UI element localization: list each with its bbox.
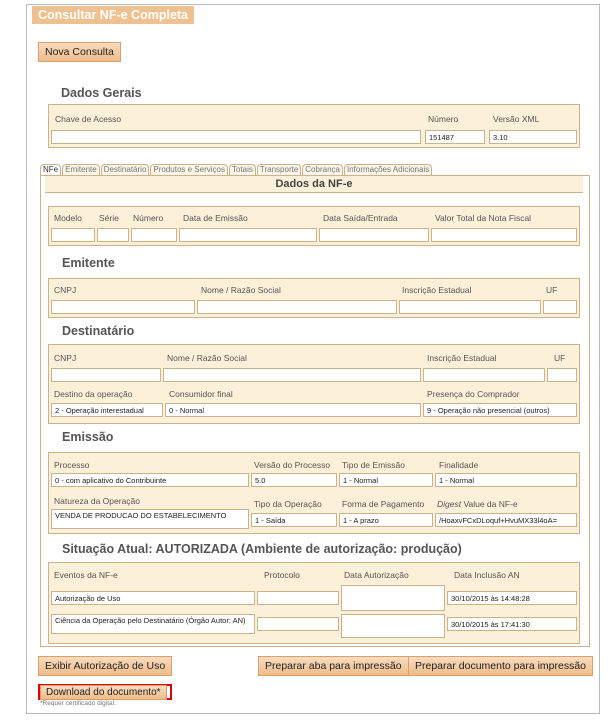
evento-row-2: Ciência da Operação pelo Destinatário (Órgão Autor: AN) [51, 614, 255, 634]
data-aut-row-2 [341, 614, 445, 638]
tipo-emissao-field: 1 - Normal [339, 473, 433, 487]
chave-field [51, 130, 421, 144]
data-emissao-label: Data de Emissão [183, 213, 248, 223]
protocolo-header: Protocolo [264, 570, 300, 580]
digest-field: /HoaxvFCxDLoquf+HvuMX33l4oA= [435, 513, 577, 527]
destino-label: Destino da operação [54, 389, 133, 399]
processo-field: 0 - com aplicativo do Contribuinte [51, 473, 249, 487]
emitente-box [48, 278, 580, 318]
emissao-box [48, 452, 580, 534]
natureza-field: VENDA DE PRODUCAO DO ESTABELECIMENTO [51, 509, 249, 529]
natureza-label: Natureza da Operação [54, 496, 140, 506]
data-aut-row-1 [341, 585, 445, 611]
dest-cnpj-label: CNPJ [54, 353, 77, 363]
dest-ie-field [423, 368, 545, 382]
data-saida-field [319, 228, 429, 242]
emitente-uf-label: UF [546, 285, 558, 295]
dest-uf-field [547, 368, 577, 382]
destinatario-box [48, 344, 580, 424]
tipo-operacao-label: Tipo da Operação [254, 499, 322, 509]
digest-label-rest: Value da NF-e [461, 499, 518, 509]
numero-nfe-label: Número [133, 213, 164, 223]
situacao-box [48, 562, 580, 644]
valor-total-field [431, 228, 577, 242]
tab-cobranca[interactable]: Cobrança [302, 164, 343, 175]
nova-consulta-button[interactable]: Nova Consulta [38, 42, 121, 62]
nfe-panel [40, 175, 590, 647]
download-documento-button[interactable]: Download do documento* [40, 685, 167, 700]
tab-nfe[interactable]: NFe [40, 164, 61, 175]
situacao-title: Situação Atual: AUTORIZADA (Ambiente de autorização: produção) [62, 542, 462, 556]
dest-nome-field [163, 368, 421, 382]
digest-label-italic: Digest [437, 499, 462, 509]
versao-processo-label: Versão do Processo [254, 460, 331, 470]
data-inc-row-1: 30/10/2015 às 14:48:28 [447, 591, 577, 605]
tipo-operacao-field: 1 - Saída [251, 513, 337, 527]
forma-pagamento-field: 1 - A prazo [339, 513, 433, 527]
serie-label: Série [99, 213, 119, 223]
emitente-uf-field [543, 300, 577, 314]
versao-xml-label: Versão XML [493, 114, 540, 124]
tab-emitente[interactable]: Emitente [62, 164, 100, 175]
data-inc-row-2: 30/10/2015 às 17:41:30 [447, 617, 577, 631]
tab-destinatario[interactable]: Destinatário [101, 164, 150, 175]
tab-totais[interactable]: Totais [229, 164, 256, 175]
presenca-label: Presença do Comprador [427, 389, 520, 399]
versao-xml-field: 3.10 [489, 130, 577, 144]
emitente-ie-field [399, 300, 541, 314]
modelo-label: Modelo [54, 213, 82, 223]
numero-label: Número [428, 114, 459, 124]
page-title: Consultar NF-e Completa [32, 6, 194, 24]
destino-field: 2 - Operação interestadual [51, 403, 163, 417]
numero-nfe-field [131, 228, 177, 242]
versao-processo-field: 5.0 [251, 473, 337, 487]
finalidade-field: 1 - Normal [435, 473, 577, 487]
evento-row-1: Autorização de Uso [51, 591, 255, 605]
emitente-nome-field [197, 300, 397, 314]
eventos-header: Eventos da NF-e [54, 570, 118, 580]
exibir-autorizacao-button[interactable]: Exibir Autorização de Uso [38, 656, 172, 676]
tab-transporte[interactable]: Transporte [257, 164, 301, 175]
consumidor-label: Consumidor final [169, 389, 233, 399]
preparar-documento-button[interactable]: Preparar documento para impressão [408, 656, 593, 676]
emitente-cnpj-field [51, 300, 195, 314]
certificado-note: *Requer certificado digital. [40, 700, 116, 707]
dados-gerais-title: Dados Gerais [61, 86, 142, 100]
chave-label: Chave de Acesso [55, 114, 122, 124]
tab-info-adicionais[interactable]: Informações Adicionais [344, 164, 432, 175]
serie-field [97, 228, 129, 242]
dest-ie-label: Inscrição Estadual [427, 353, 497, 363]
emissao-title: Emissão [62, 430, 114, 444]
destinatario-title: Destinatário [62, 324, 135, 338]
tipo-emissao-label: Tipo de Emissão [342, 460, 405, 470]
emitente-cnpj-label: CNPJ [54, 285, 77, 295]
data-saida-label: Data Saída/Entrada [323, 213, 398, 223]
data-emissao-field [179, 228, 317, 242]
tab-produtos[interactable]: Produtos e Serviços [150, 164, 228, 175]
dest-nome-label: Nome / Razão Social [167, 353, 247, 363]
emitente-ie-label: Inscrição Estadual [402, 285, 472, 295]
finalidade-label: Finalidade [439, 460, 479, 470]
dados-gerais-box [48, 104, 580, 148]
forma-pagamento-label: Forma de Pagamento [342, 499, 425, 509]
consumidor-field: 0 - Normal [165, 403, 421, 417]
preparar-aba-button[interactable]: Preparar aba para impressão [258, 656, 409, 676]
dados-nfe-header: Dados da NF-e [45, 176, 583, 193]
tab-bar [40, 164, 433, 175]
dest-uf-label: UF [554, 353, 566, 363]
numero-field: 151487 [425, 130, 485, 144]
data-inclusao-header: Data Inclusão AN [454, 570, 520, 580]
dest-cnpj-field [51, 368, 161, 382]
modelo-field [51, 228, 95, 242]
emitente-title: Emitente [62, 256, 115, 270]
dados-nfe-box [48, 206, 580, 246]
digest-label [437, 499, 518, 509]
data-autorizacao-header: Data Autorização [344, 570, 409, 580]
processo-label: Processo [54, 460, 90, 470]
protocolo-row-1 [257, 591, 339, 605]
protocolo-row-2 [257, 617, 339, 631]
emitente-nome-label: Nome / Razão Social [201, 285, 281, 295]
valor-total-label: Valor Total da Nota Fiscal [435, 213, 532, 223]
presenca-field: 9 - Operação não presencial (outros) [423, 403, 577, 417]
